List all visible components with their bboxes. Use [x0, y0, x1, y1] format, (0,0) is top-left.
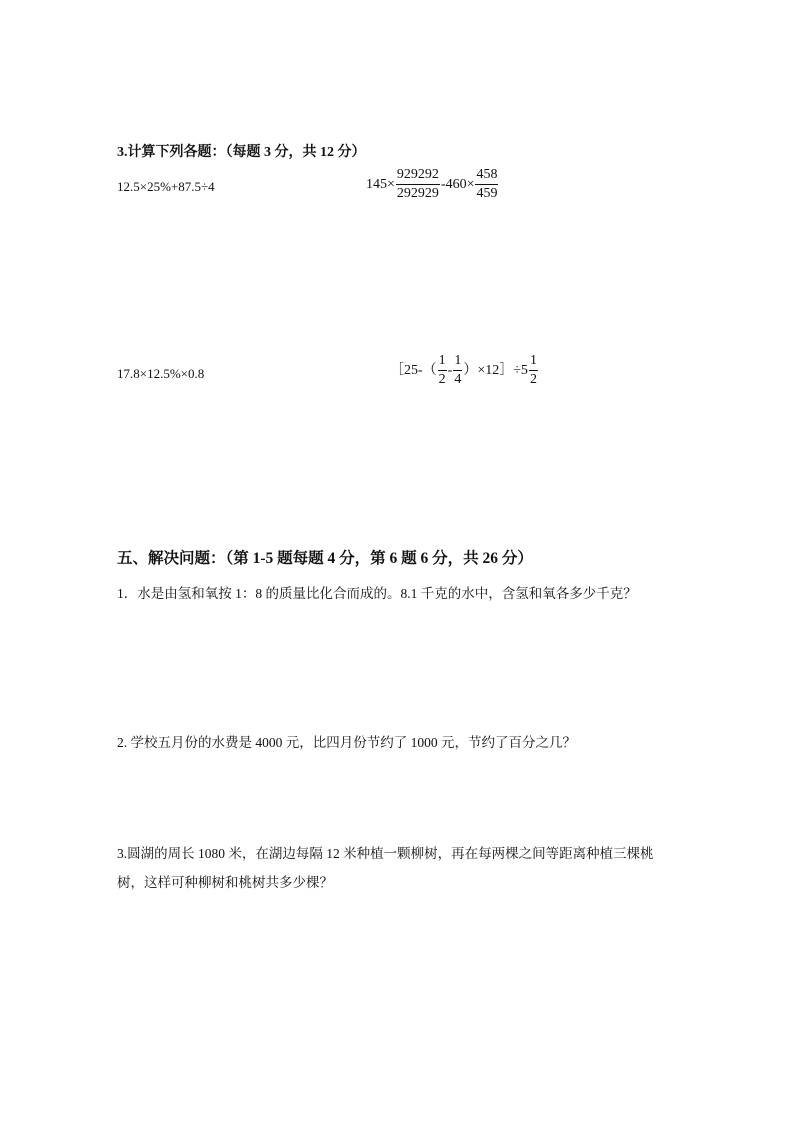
fraction-numerator: 458 — [475, 166, 498, 185]
fraction-1-2 — [438, 352, 447, 389]
section-3-heading: 3.计算下列各题：（每题 3 分，共 12 分） — [117, 145, 366, 160]
fraction-denominator: 459 — [476, 186, 498, 201]
fraction-denominator: 2 — [529, 372, 537, 387]
calc-problem-4-open: ［25-（ — [390, 362, 437, 378]
calc-problem-1: 12.5×25%+87.5÷4 — [117, 179, 215, 194]
fraction-numerator: 929292 — [396, 166, 440, 185]
calc-problem-4 — [390, 352, 539, 389]
word-problem-2: 2. 学校五月份的水费是 4000 元，比四月份节约了 1000 元，节约了百分之几？ — [117, 735, 576, 750]
calc-problem-4-after: ）×12］÷5 — [463, 362, 528, 378]
fraction-1-2-mixed — [529, 352, 538, 389]
word-problem-1: 1．水是由氢和氧按 1：8 的质量比化合而成的。8.1 千克的水中，含氢和氧各多少千克？ — [117, 586, 637, 601]
section-5-heading: 五、解决问题：（第 1-5 题每题 4 分，第 6 题 6 分，共 26 分） — [117, 550, 533, 567]
calc-problem-2-middle: -460× — [440, 176, 475, 192]
calc-problem-2 — [366, 166, 499, 203]
word-problem-3-line-1: 3.圆湖的周长 1080 米，在湖边每隔 12 米种植一颗柳树，再在每两棵之间等距离种植三棵桃 — [117, 846, 654, 861]
fraction-denominator: 292929 — [396, 186, 439, 201]
calc-problem-2-prefix: 145× — [366, 176, 395, 192]
fraction-numerator: 1 — [438, 352, 447, 371]
calc-problem-3: 17.8×12.5%×0.8 — [117, 366, 205, 381]
fraction-denominator: 2 — [438, 372, 446, 387]
fraction-929292-292929 — [396, 166, 440, 203]
word-problem-3-line-2: 树，这样可种柳树和桃树共多少棵？ — [117, 875, 333, 890]
fraction-denominator: 4 — [454, 372, 462, 387]
fraction-458-459 — [475, 166, 498, 203]
fraction-numerator: 1 — [453, 352, 462, 371]
fraction-1-4 — [453, 352, 462, 389]
calc-problem-4-minus: - — [447, 362, 453, 378]
fraction-numerator: 1 — [529, 352, 538, 371]
